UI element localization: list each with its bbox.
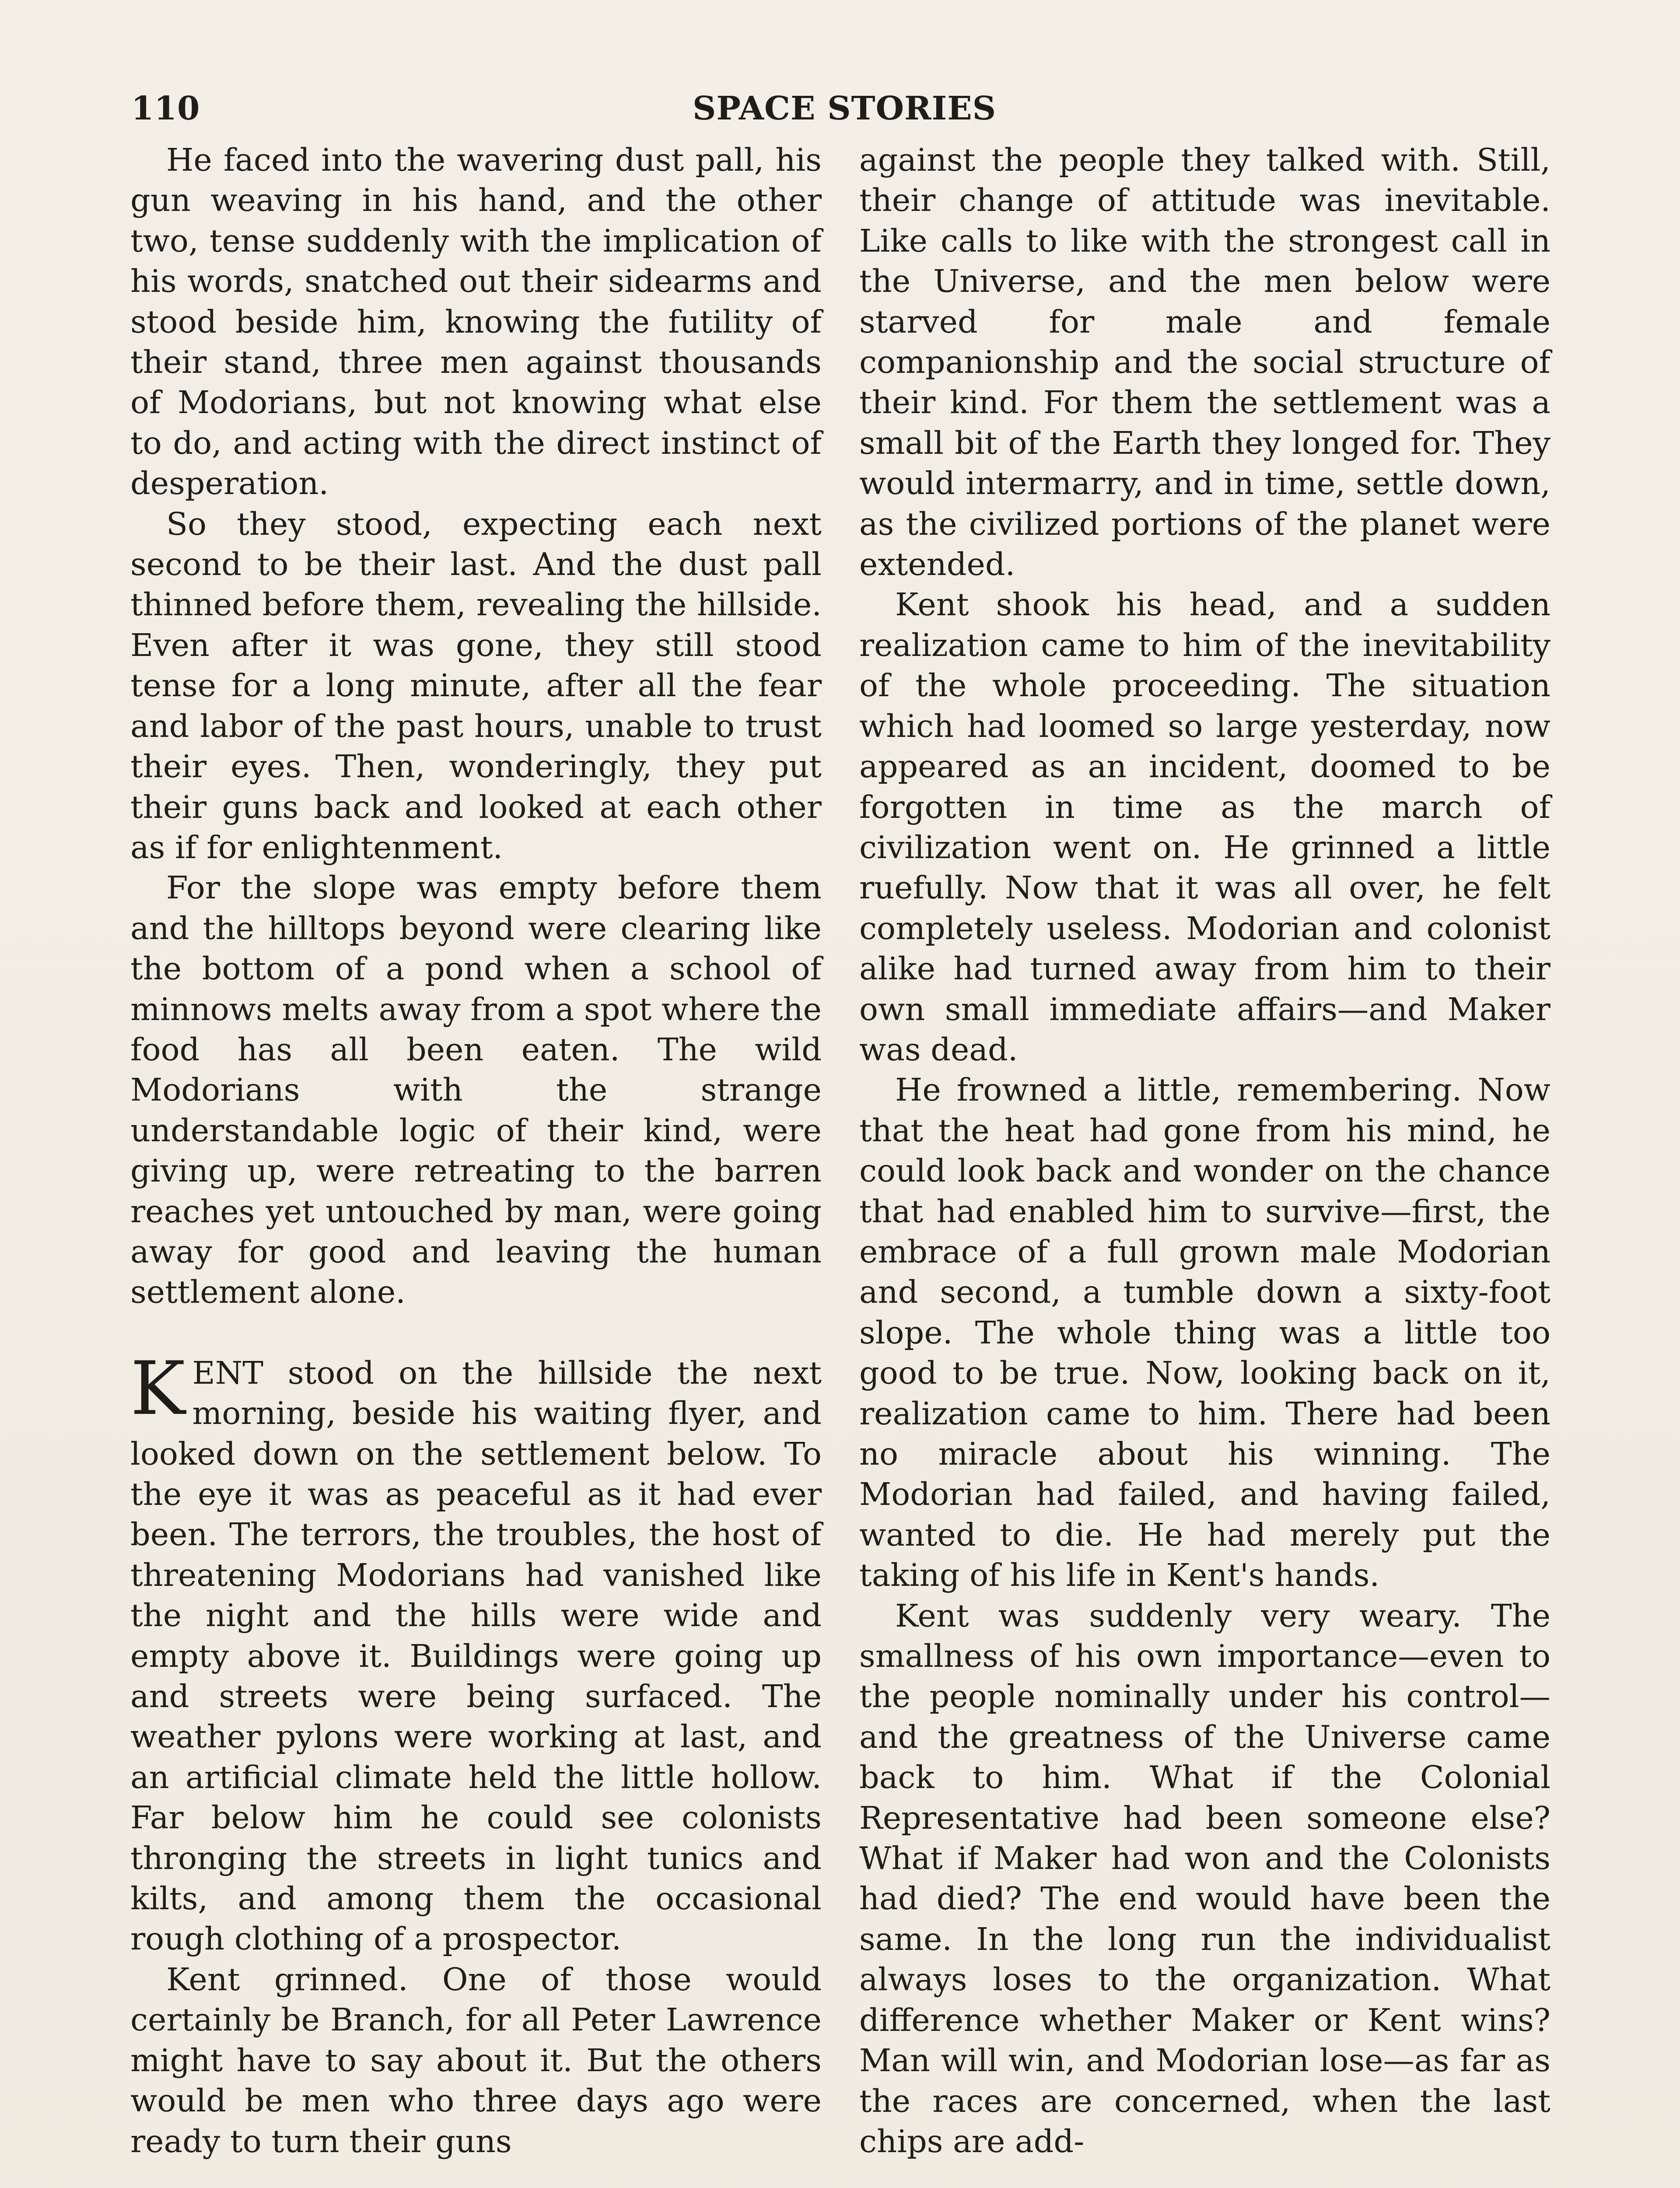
- page-number: 110: [131, 90, 200, 127]
- right-column: [859, 140, 1550, 2162]
- paragraph: So they stood, expecting each next second to be their last. And the dust pall thinned before them, revealing the hillside. Even after it was gone, they still stood tense for a long minute, after all the fear and labor of the past hours, unable to trust their eyes. Then, wonderingly, they put their guns back and looked at each other as if for enlightenment.: [130, 505, 822, 866]
- running-title: SPACE STORIES: [692, 90, 997, 127]
- dropcap-paragraph: [130, 1345, 822, 1960]
- paragraph: against the people they talked with. Still, their change of attitude was inevitable. Like calls to like with the strongest call in the Universe, and the men below were starved for male and female companionship and the social structure of their kind. For them the settlement was a small bit of the Earth they longed for. They would intermarry, and in time, settle down, as the civilized portions of the planet were extended.: [859, 142, 1550, 583]
- drop-cap-letter: K: [130, 1345, 186, 1431]
- paragraph: Kent was suddenly very weary. The smallness of his own importance—even to the people nominally under his control—and the greatness of the Universe came back to him. What if the Colonial Representative had been someone else? What if Maker had won and the Colonists had died? The end would have been the same. In the long run the individualist always loses to the organization. What difference whether Maker or Kent wins? Man will win, and Modorian lose—as far as the races are concerned, when the last chips are add-: [859, 1597, 1550, 2160]
- paragraph: He faced into the wavering dust pall, his gun weaving in his hand, and the other two, tense suddenly with the implication of his words, snatched out their sidearms and stood beside him, knowing the futility of their stand, three men against thousands of Modorians, but not knowing what else to do, and acting with the direct instinct of desperation.: [130, 142, 822, 502]
- left-column: [130, 140, 822, 2162]
- page-header: [131, 90, 1558, 133]
- paragraph: He frowned a little, remembering. Now that the heat had gone from his mind, he could look back and wonder on the chance that had enabled him to survive—first, the embrace of a full grown male Modorian and second, a tumble down a sixty-foot slope. The whole thing was a little too good to be true. Now, looking back on it, realization came to him. There had been no miracle about his winning. The Modorian had failed, and having failed, wanted to die. He had merely put the taking of his life in Kent's hands.: [859, 1072, 1550, 1594]
- paragraph: Kent grinned. One of those would certainly be Branch, for all Peter Lawrence might have to say about it. But the others would be men who three days ago were ready to turn their guns: [130, 1961, 822, 2160]
- paragraph: For the slope was empty before them and the hilltops beyond were clearing like the bottom of a pond when a school of minnows melts away from a spot where the food has all been eaten. The wild Modorians with the strange understandable logic of their kind, were giving up, were retreating to the barren reaches yet untouched by man, were going away for good and leaving the human settlement alone.: [130, 870, 822, 1311]
- dropcap-paragraph-text: ENT stood on the hillside the next morning, beside his waiting flyer, and looked down on the settlement below. To the eye it was as peaceful as it had ever been. The terrors, the troubles, the host of threatening Modorians had vanished like the night and the hills were wide and empty above it. Buildings were going up and streets were being surfaced. The weather pylons were working at last, and an artificial climate held the little hollow. Far below him he could see colonists thronging the streets in light tunics and kilts, and among them the occasional rough clothing of a prospector.: [130, 1354, 822, 1957]
- section-break: [130, 1313, 822, 1353]
- paragraph: Kent shook his head, and a sudden realization came to him of the inevitability of the whole proceeding. The situation which had loomed so large yesterday, now appeared as an incident, doomed to be forgotten in time as the march of civilization went on. He grinned a little ruefully. Now that it was all over, he felt completely useless. Modorian and colonist alike had turned away from him to their own small immediate affairs—and Maker was dead.: [859, 586, 1550, 1068]
